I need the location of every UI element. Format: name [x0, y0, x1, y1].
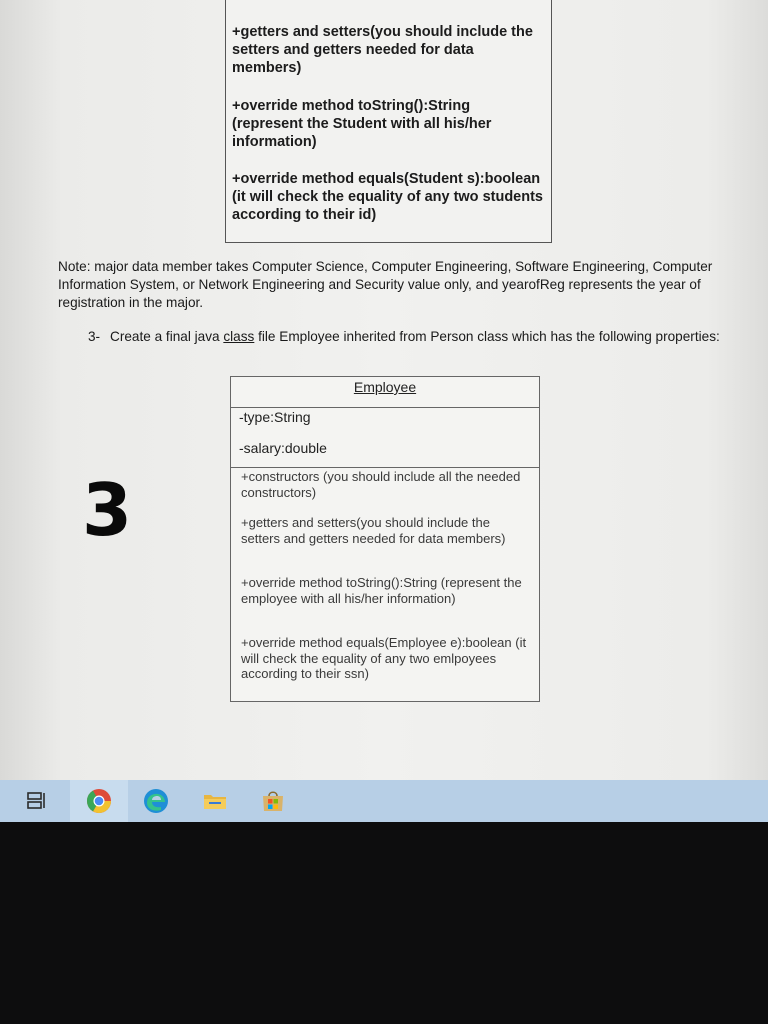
task-view-icon[interactable] — [22, 786, 52, 816]
employee-class-diagram — [230, 376, 540, 702]
employee-equals: +override method equals(Employee e):boolean (it will check the equality of any two emlpoyees according to their ssn) — [241, 635, 527, 681]
taskbar — [0, 780, 768, 822]
question-text-start: Create a final java — [110, 329, 224, 344]
divider — [231, 467, 539, 468]
employee-title-text: Employee — [353, 379, 417, 395]
student-class-diagram — [225, 0, 552, 243]
divider — [231, 407, 539, 408]
question-text-end: file Employee inherited from Person class which has the following properties: — [254, 329, 720, 344]
question-underlined-word: class — [223, 329, 255, 344]
question-number: 3- — [88, 329, 101, 344]
employee-constructors: +constructors (you should include all the needed constructors) — [241, 469, 521, 500]
note-paragraph: Note: major data member takes Computer Science, Computer Engineering, Software Engineering, Computer Information System, or Network Engineering and Security value only, and yearofReg represents the year of registration in the major. — [58, 259, 713, 310]
attribute-type: -type:String — [239, 409, 311, 425]
chrome-icon[interactable] — [84, 786, 114, 816]
store-icon[interactable] — [258, 786, 288, 816]
student-equals: +override method equals(Student s):boolean (it will check the equality of any two students according to their id) — [232, 171, 543, 223]
attribute-salary: -salary:double — [239, 440, 327, 456]
employee-getters-setters: +getters and setters(you should include the setters and getters needed for data members) — [241, 515, 506, 546]
student-tostring: +override method toString():String (represent the Student with all his/her information) — [232, 98, 492, 150]
edge-icon[interactable] — [141, 786, 171, 816]
employee-tostring: +override method toString():String (represent the employee with all his/her information) — [241, 575, 522, 606]
handwritten-number: 3 — [82, 468, 133, 552]
question-text — [110, 328, 720, 346]
monitor-bezel — [0, 822, 768, 1024]
file-explorer-icon[interactable] — [200, 786, 230, 816]
employee-class-title — [231, 379, 539, 395]
student-getters-setters: +getters and setters(you should include the setters and getters needed for data members) — [232, 24, 533, 76]
